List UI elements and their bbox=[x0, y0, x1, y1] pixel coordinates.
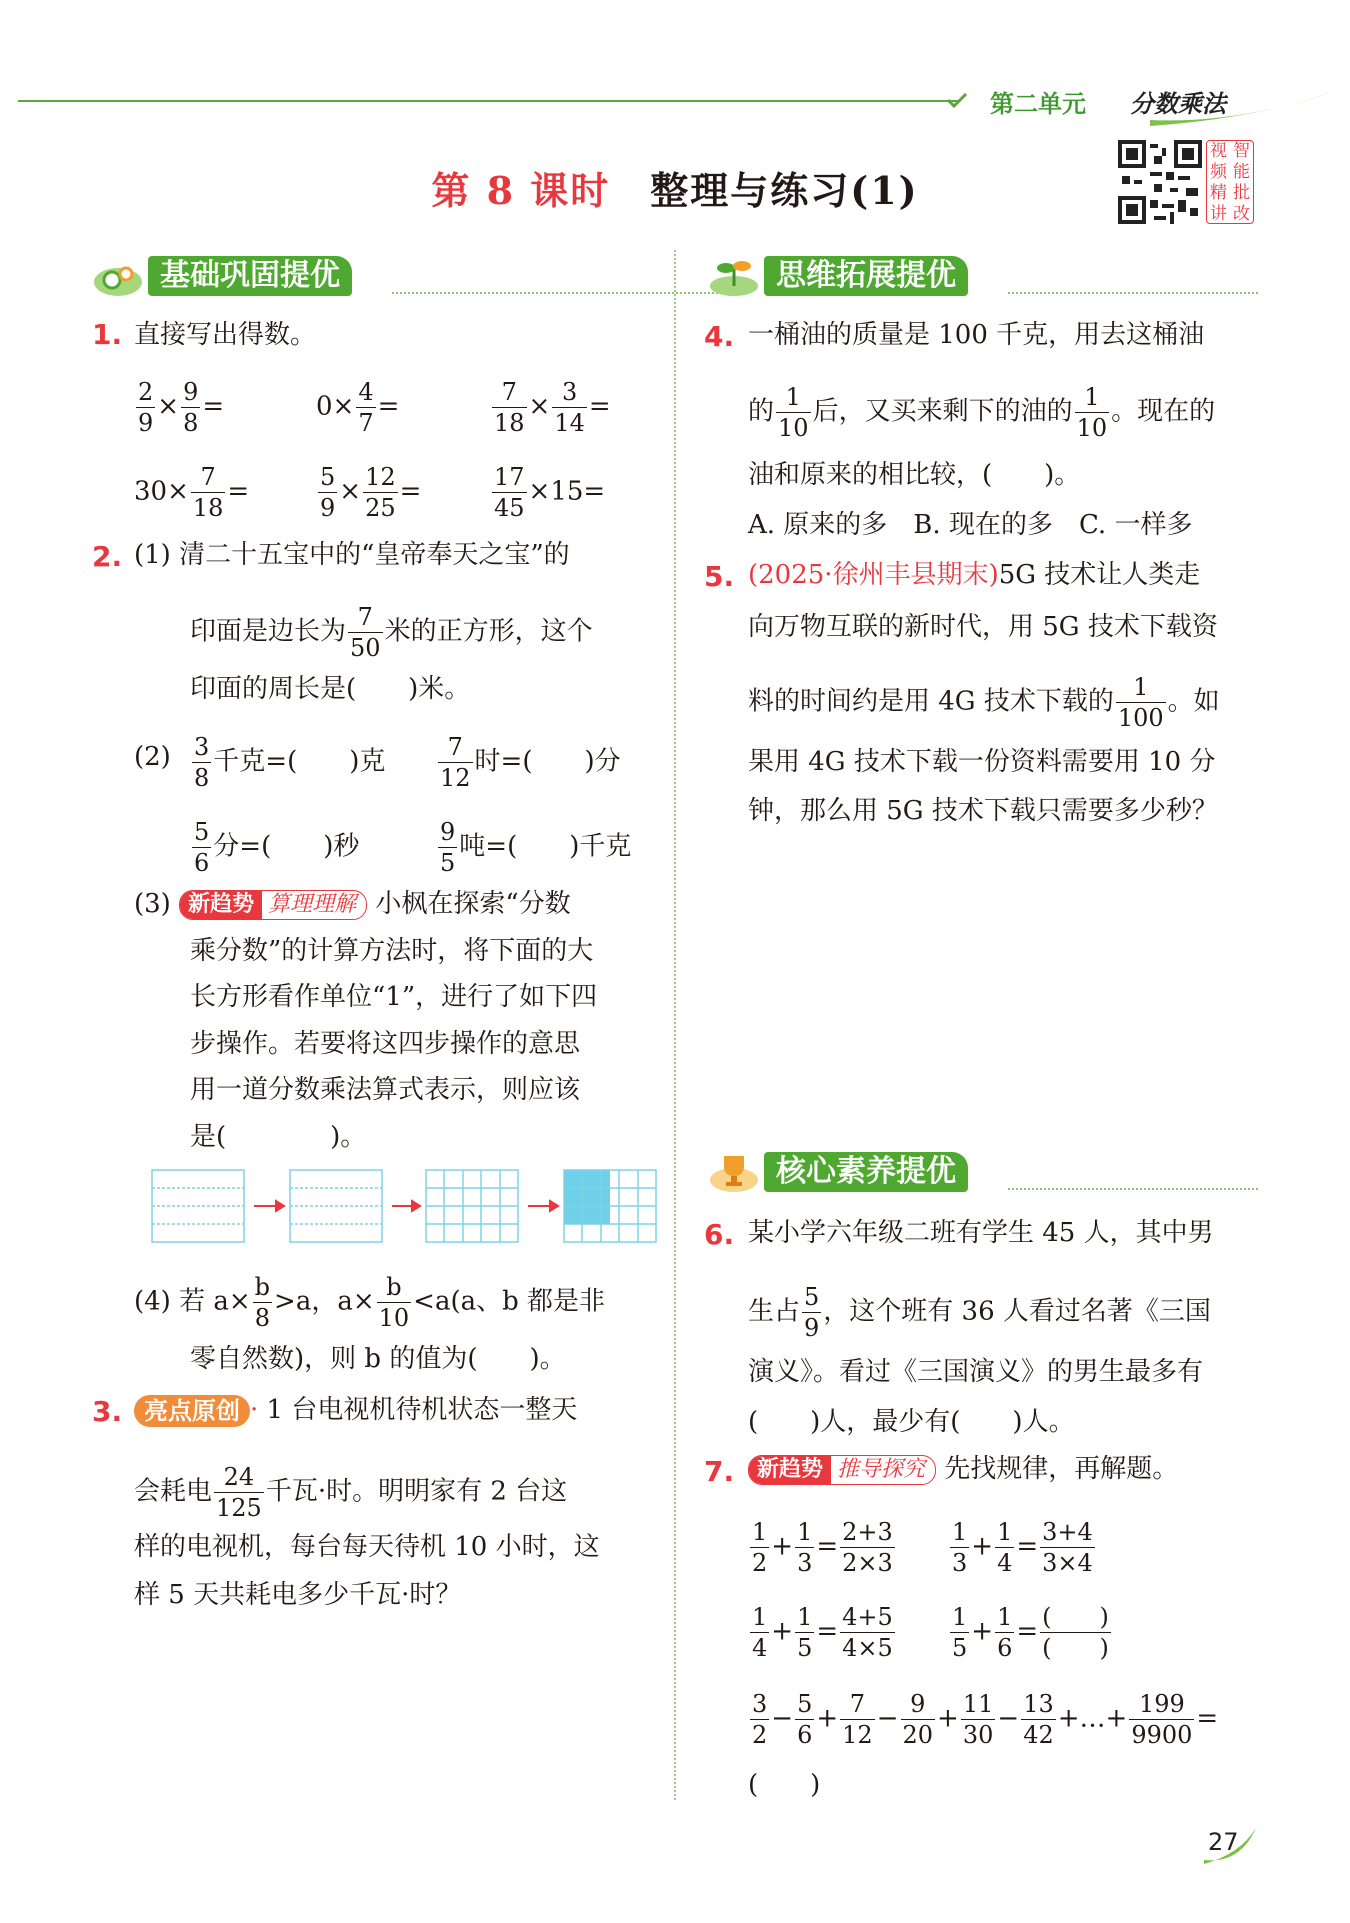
q1-stem: 直接写出得数。 bbox=[134, 320, 317, 350]
q4-number: 4. bbox=[704, 320, 735, 353]
q6-number: 6. bbox=[704, 1218, 735, 1251]
q7-number: 7. bbox=[704, 1455, 735, 1488]
q2-p2-label: (2) bbox=[134, 742, 171, 772]
q6-line3: 演义》。看过《三国演义》的男生最多有 bbox=[748, 1357, 1204, 1387]
q3-line1: 亮点原创 · 1 台电视机待机状态一整天 bbox=[134, 1393, 577, 1427]
q2-p4-line1: (4) 若 a× $\frac{b}{8}$ >a，a× $\frac{b}{10}$ <a(a、b 都是非 bbox=[134, 1273, 605, 1332]
section-core-title: 核心素养提优 bbox=[764, 1152, 968, 1192]
q5-line2: 向万物互联的新时代，用 5G 技术下载资 bbox=[748, 612, 1218, 642]
q7-eq-2: $\frac{1}{3}$ + $\frac{1}{4}$ = $\frac{3+4}{3\times 4}$ bbox=[952, 1518, 1093, 1577]
sprout-icon bbox=[708, 252, 762, 298]
q1-expr-5: $\frac{5}{9}$ × $\frac{12}{25}$ = bbox=[320, 463, 422, 522]
q2-p2-d: $\frac{9}{5}$ 吨=( )千克 bbox=[440, 818, 632, 877]
gear-leaf-icon bbox=[92, 252, 146, 298]
q1-expr-2: 0× $\frac{4}{7}$ = bbox=[316, 378, 400, 437]
q2-p3-line4: 步操作。若要将这四步操作的意思 bbox=[190, 1029, 581, 1059]
lesson-name: 整理与练习(1) bbox=[650, 168, 919, 213]
q2-number: 2. bbox=[92, 540, 123, 573]
checkmark-icon bbox=[946, 92, 968, 110]
q6-line4: ( )人，最少有( )人。 bbox=[748, 1407, 1075, 1437]
q1-expr-1: $\frac{2}{9}$ × $\frac{9}{8}$ = bbox=[138, 378, 225, 437]
q5-line1: (2025·徐州丰县期末)5G 技术让人类走 bbox=[748, 560, 1201, 590]
original-tag: 亮点原创 bbox=[134, 1395, 250, 1427]
q5-line3: 料的时间约是用 4G 技术下载的 $\frac{1}{100}$ 。如 bbox=[748, 673, 1220, 732]
q4-line3: 油和原来的相比较，( )。 bbox=[748, 460, 1081, 490]
q5-source: (2025·徐州丰县期末) bbox=[748, 560, 999, 590]
q7-answer-blank: ( ) bbox=[748, 1770, 821, 1800]
section-basic-title: 基础巩固提优 bbox=[148, 256, 352, 296]
q2-p2-a: $\frac{3}{8}$ 千克=( )克 bbox=[194, 733, 386, 792]
section-basic-rule bbox=[392, 292, 742, 294]
fraction-grid-diagram bbox=[150, 1168, 660, 1244]
q7-eq-3: $\frac{1}{4}$ + $\frac{1}{5}$ = $\frac{4+5}{4\times 5}$ bbox=[752, 1603, 893, 1662]
qr-caption: 视 智 频 能 精 批 讲 改 bbox=[1206, 140, 1254, 224]
q5-line5: 钟，那么用 5G 技术下载只需要多少秒？ bbox=[748, 796, 1218, 826]
q2-p1-line2: 印面是边长为 $\frac{7}{50}$ 米的正方形，这个 bbox=[190, 603, 593, 662]
q5-line4: 果用 4G 技术下载一份资料需要用 10 分 bbox=[748, 747, 1216, 777]
q7-eq-1: $\frac{1}{2}$ + $\frac{1}{3}$ = $\frac{2+3}{2\times 3}$ bbox=[752, 1518, 893, 1577]
q2-p3-line5: 用一道分数乘法算式表示，则应该 bbox=[190, 1075, 581, 1105]
trophy-icon bbox=[708, 1148, 762, 1194]
q6-line2: 生占 $\frac{5}{9}$ ，这个班有 36 人看过名著《三国 bbox=[748, 1283, 1211, 1342]
q3-number: 3. bbox=[92, 1395, 123, 1428]
trend-tag: 新趋势 算理理解 bbox=[179, 890, 367, 920]
q2-p3-line1: (3) 新趋势 算理理解 小枫在探索“分数 bbox=[134, 889, 571, 919]
q2-p3-line3: 长方形看作单位“1”，进行了如下四 bbox=[190, 982, 598, 1012]
lesson-number: 第 8 课时 bbox=[431, 168, 611, 213]
q2-p4-line2: 零自然数)，则 b 的值为( )。 bbox=[190, 1344, 566, 1374]
q1-expr-4: 30× $\frac{7}{18}$ = bbox=[134, 463, 250, 522]
q6-line1: 某小学六年级二班有学生 45 人，其中男 bbox=[748, 1218, 1214, 1248]
q1-number: 1. bbox=[92, 318, 123, 351]
column-divider bbox=[674, 250, 676, 1800]
q7-stem: 新趋势 推导探究 先找规律，再解题。 bbox=[748, 1452, 1178, 1486]
section-thinking-rule bbox=[1008, 292, 1258, 294]
page-number: 27 bbox=[1208, 1828, 1239, 1856]
section-core-rule bbox=[1008, 1188, 1258, 1190]
q5-number: 5. bbox=[704, 560, 735, 593]
q2-p2-b: $\frac{7}{12}$ 时=( )分 bbox=[440, 733, 621, 792]
q1-expr-3: $\frac{7}{18}$ × $\frac{3}{14}$ = bbox=[494, 378, 611, 437]
q2-p1-line1: (1) 清二十五宝中的“皇帝奉天之宝”的 bbox=[134, 540, 570, 570]
unit-title: 分数乘法 bbox=[1130, 90, 1226, 118]
trend-tag-2: 新趋势 推导探究 bbox=[748, 1455, 936, 1485]
q3-line4: 样 5 天共耗电多少千瓦·时？ bbox=[134, 1580, 462, 1610]
q4-line1: 一桶油的质量是 100 千克，用去这桶油 bbox=[748, 320, 1205, 350]
q7-eq-4: $\frac{1}{5}$ + $\frac{1}{6}$ = $\frac{( )}{( )}$ bbox=[952, 1603, 1109, 1662]
q7-series: $\frac{3}{2}$ − $\frac{5}{6}$ + $\frac{7}{12}$ − $\frac{9}{20}$ + $\frac{11}{30}$ − $\frac{13}{42}$ +…+ $\frac{199}{9900}$ = bbox=[752, 1690, 1219, 1749]
q2-p1-line3: 印面的周长是( )米。 bbox=[190, 674, 471, 704]
q2-p3-line2: 乘分数”的计算方法时，将下面的大 bbox=[190, 936, 594, 966]
q3-line2: 会耗电 $\frac{24}{125}$ 千瓦·时。明明家有 2 台这 bbox=[134, 1463, 568, 1522]
header-rule bbox=[18, 100, 958, 102]
q2-p3-line6: 是( )。 bbox=[190, 1122, 367, 1152]
qr-code-icon[interactable] bbox=[1118, 140, 1202, 224]
q1-expr-6: $\frac{17}{45}$ ×15= bbox=[494, 463, 606, 522]
unit-label: 第二单元 bbox=[990, 90, 1086, 118]
q3-line3: 样的电视机，每台每天待机 10 小时，这 bbox=[134, 1532, 600, 1562]
section-thinking-title: 思维拓展提优 bbox=[764, 256, 968, 296]
q4-line2: 的 $\frac{1}{10}$ 后，又买来剩下的油的 $\frac{1}{10}$ 。现在的 bbox=[748, 383, 1216, 442]
q2-p2-c: $\frac{5}{6}$ 分=( )秒 bbox=[194, 818, 360, 877]
q4-options: A. 原来的多 B. 现在的多 C. 一样多 bbox=[748, 510, 1193, 540]
